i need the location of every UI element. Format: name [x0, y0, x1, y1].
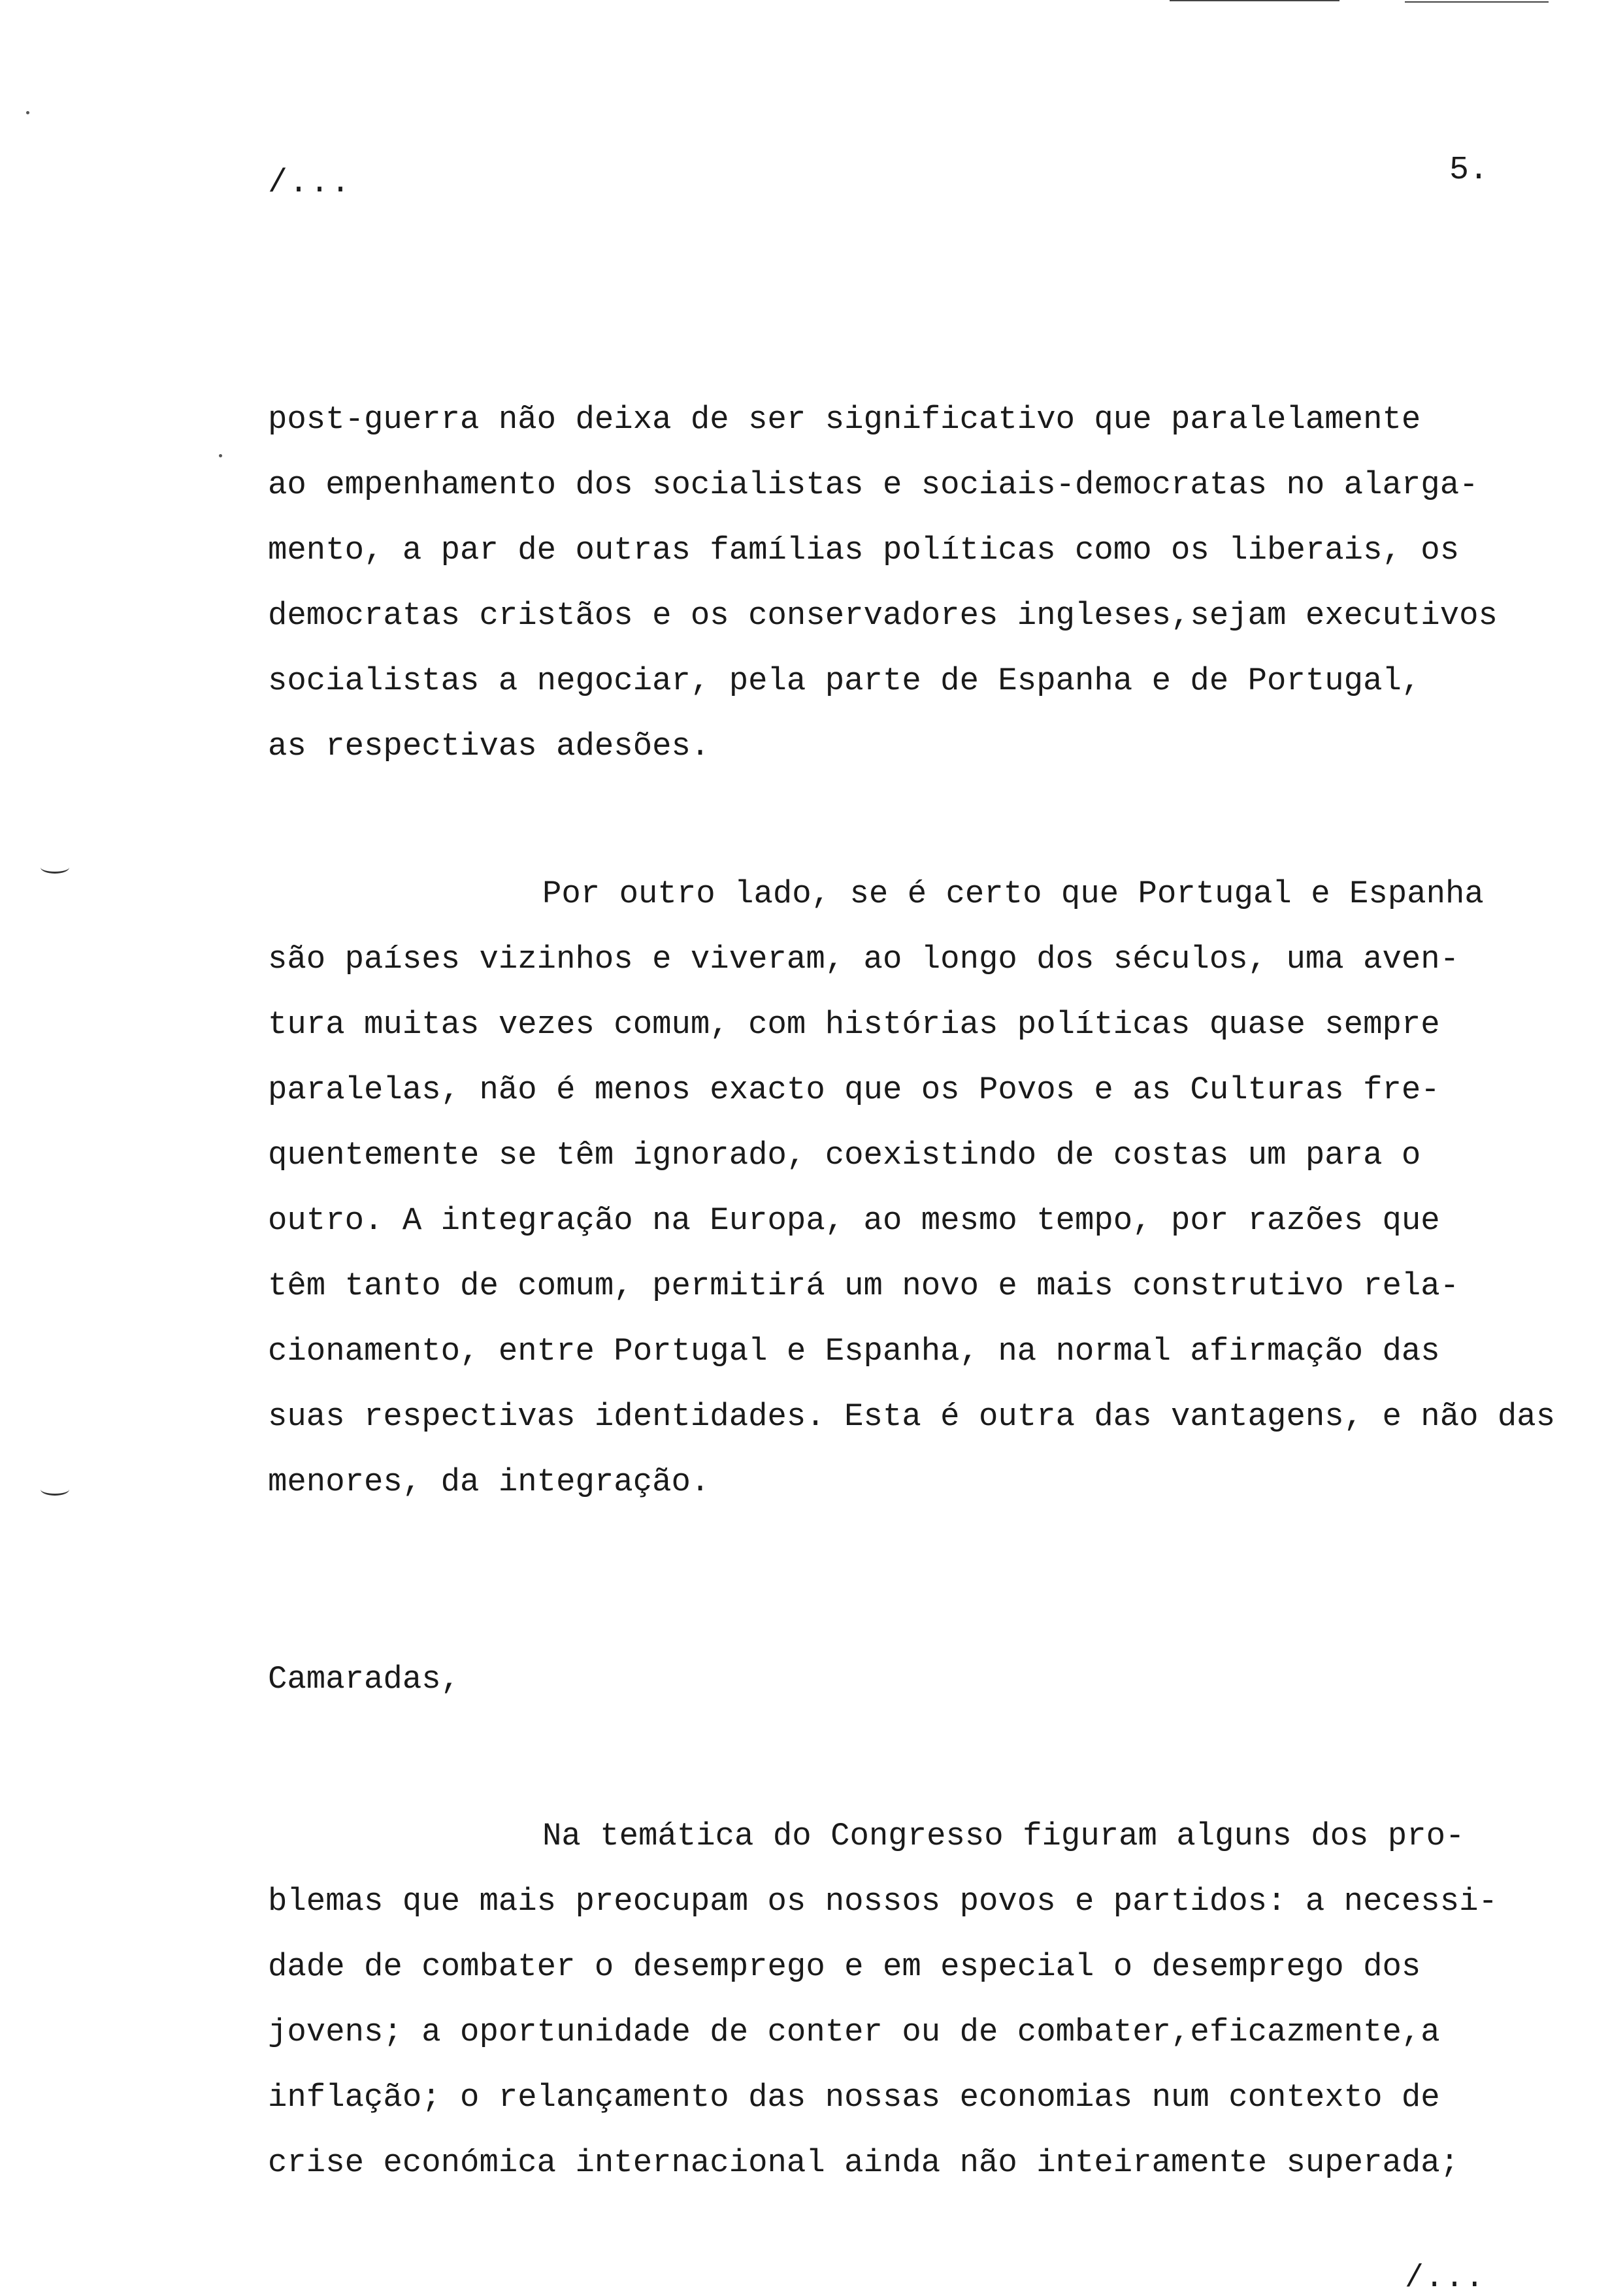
- hole-punch-mark: [41, 1483, 69, 1496]
- continuation-marker-top: /...: [268, 165, 352, 202]
- scan-artifact-line: [1405, 1, 1549, 3]
- scan-artifact-dot: [26, 111, 29, 114]
- text-line: ao empenhamento dos socialistas e sociais-democratas no alarga-: [268, 467, 1479, 503]
- text-line: mento, a par de outras famílias políticas como os liberais, os: [268, 532, 1460, 568]
- text-line: menores, da integração.: [268, 1464, 710, 1500]
- paragraph-3: [268, 1803, 1581, 2195]
- text-line: cionamento, entre Portugal e Espanha, na normal afirmação das: [268, 1333, 1440, 1369]
- text-line: paralelas, não é menos exacto que os Povos e as Culturas fre-: [268, 1072, 1440, 1108]
- scan-artifact-dot: [219, 454, 222, 457]
- text-line: jovens; a oportunidade de conter ou de combater,eficazmente,a: [268, 2014, 1440, 2050]
- text-line: tura muitas vezes comum, com histórias políticas quase sempre: [268, 1006, 1440, 1043]
- scan-artifact-line: [1170, 0, 1339, 1]
- text-line: Camaradas,: [268, 1661, 461, 1697]
- text-line: blemas que mais preocupam os nossos povos e partidos: a necessi-: [268, 1883, 1498, 1920]
- text-line: têm tanto de comum, permitirá um novo e mais construtivo rela-: [268, 1268, 1460, 1304]
- text-line: quentemente se têm ignorado, coexistindo de costas um para o: [268, 1137, 1421, 1173]
- salutation: [268, 1647, 1581, 1712]
- page-number: 5.: [1449, 152, 1489, 189]
- text-line: as respectivas adesões.: [268, 728, 710, 764]
- text-line: inflação; o relançamento das nossas economias num contexto de: [268, 2079, 1440, 2116]
- text-line: dade de combater o desemprego e em especial o desemprego dos: [268, 1948, 1421, 1985]
- text-line: post-guerra não deixa de ser significativo que paralelamente: [268, 401, 1421, 438]
- text-line: Na temática do Congresso figuram alguns dos pro-: [542, 1818, 1465, 1854]
- text-line: socialistas a negociar, pela parte de Espanha e de Portugal,: [268, 663, 1421, 699]
- paragraph-1: [268, 387, 1581, 779]
- paragraph-2: [268, 861, 1581, 1515]
- text-line: outro. A integração na Europa, ao mesmo tempo, por razões que: [268, 1202, 1440, 1239]
- hole-punch-mark: [41, 861, 69, 874]
- text-line: crise económica internacional ainda não inteiramente superada;: [268, 2144, 1460, 2181]
- text-line: suas respectivas identidades. Esta é outra das vantagens, e não das: [268, 1398, 1556, 1435]
- text-line: são países vizinhos e viveram, ao longo dos séculos, uma aven-: [268, 941, 1460, 977]
- continuation-marker-bottom: /...: [1405, 2261, 1486, 2296]
- text-line: Por outro lado, se é certo que Portugal e Espanha: [542, 876, 1484, 912]
- text-line: democratas cristãos e os conservadores ingleses,sejam executivos: [268, 597, 1498, 634]
